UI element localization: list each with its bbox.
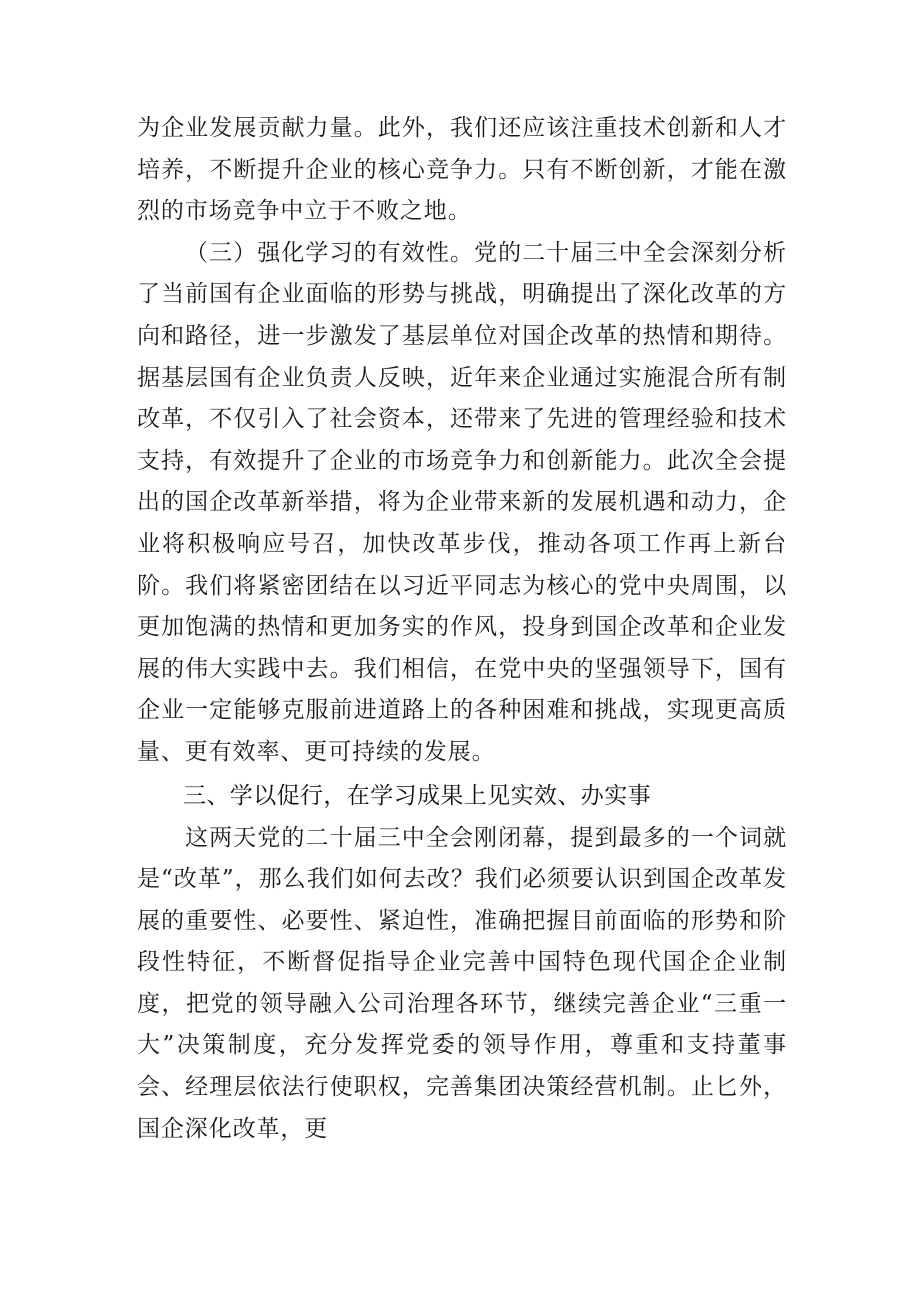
document-body <box>137 108 787 1150</box>
paragraph-continued: 为企业发展贡献力量。此外，我们还应该注重技术创新和人才培养，不断提升企业的核心竞争力。只有不断创新，才能在激烈的市场竞争中立于不败之地。 <box>137 115 787 225</box>
paragraph-strengthen-learning: （三）强化学习的有效性。党的二十届三中全会深刻分析了当前国有企业面临的形势与挑战，明确提出了深化改革的方向和路径，进一步激发了基层单位对国企改革的热情和期待。据基层国有企业负责人反映，近年来企业通过实施混合所有制改革，不仅引入了社会资本，还带来了先进的管理经验和技术支持，有效提升了企业的市场竞争力和创新能力。此次全会提出的国企改革新举措，将为企业带来新的发展机遇和动力，企业将积极响应号召，加快改革步伐，推动各项工作再上新台阶。我们将紧密团结在以习近平同志为核心的党中央周围，以更加饱满的热情和更加务实的作风，投身到国企改革和企业发展的伟大实践中去。我们相信，在党中央的坚强领导下，国有企业一定能够克服前进道路上的各种困难和挑战，实现更高质量、更有效率、更可持续的发展。 <box>137 239 787 765</box>
section-heading: 三、学以促行，在学习成果上见实效、办实事 <box>183 782 651 809</box>
paragraph-reform: 这两天党的二十届三中全会刚闭幕，提到最多的一个词就是“改革”，那么我们如何去改？我们必须要认识到国企改革发展的重要性、必要性、紧迫性，准确把握目前面临的形势和阶段性特征，不断督促指导企业完善中国特色现代国企企业制度，把党的领导融入公司治理各环节，继续完善企业“三重一大”决策制度，充分发挥党委的领导作用，尊重和支持董事会、经理层依法行使职权，完善集团决策经营机制。止匕外，国企深化改革，更 <box>137 824 787 1142</box>
